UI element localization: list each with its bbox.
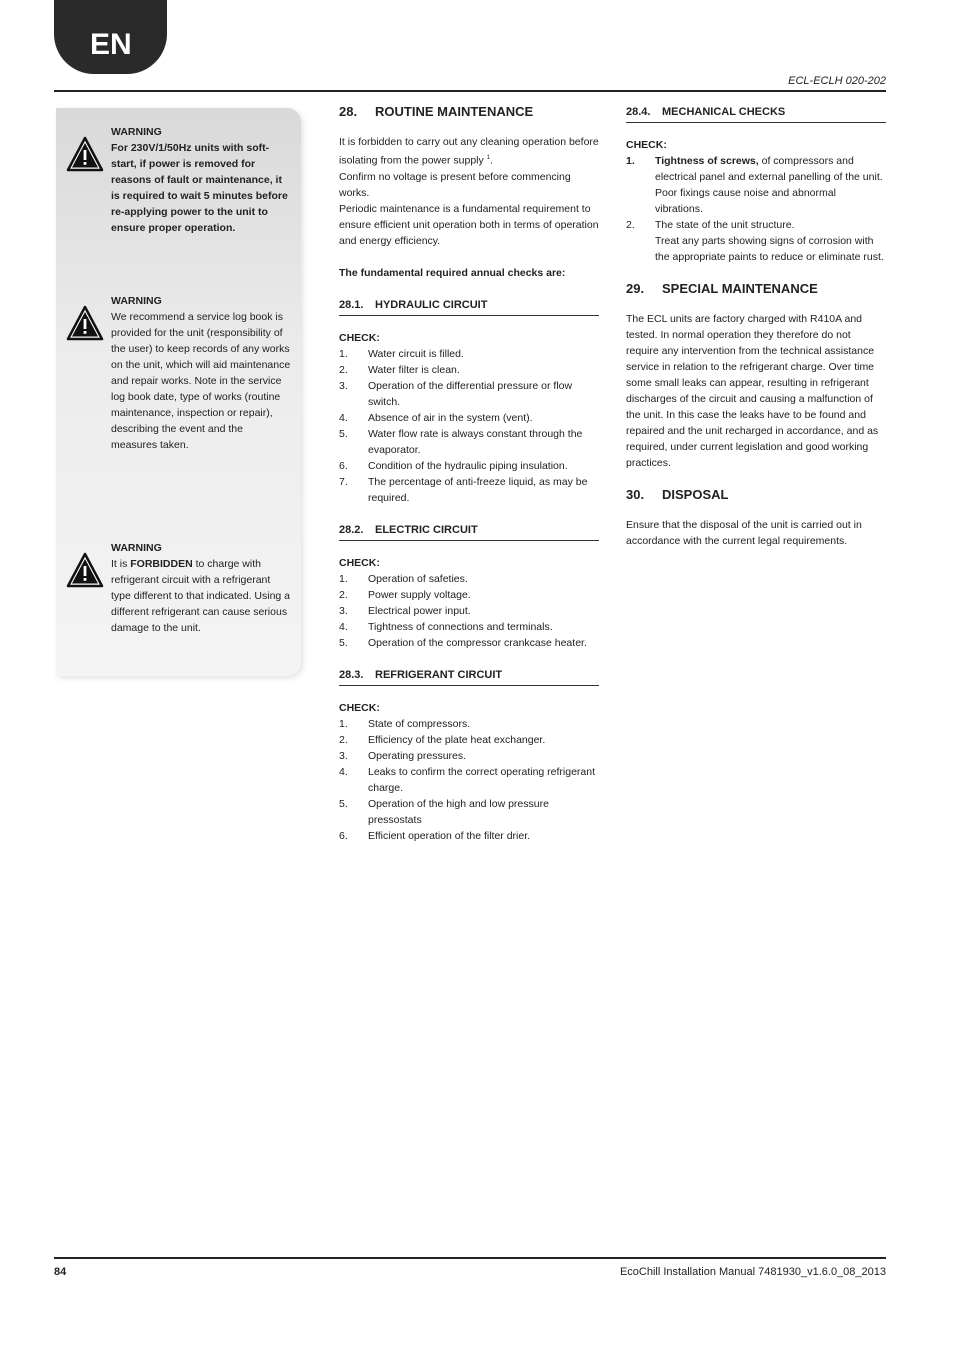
warning-text: For 230V/1/50Hz units with soft-start, if power is removed for reasons of fault or maintenance, it is required to wait 5 minutes before re-applying power to the unit to ensure proper operation.: [111, 142, 288, 234]
list-item: 4. Leaks to confirm the correct operating refrigerant charge.: [339, 765, 596, 794]
subsection-number: 28.1.: [339, 298, 364, 311]
section-heading: [626, 487, 886, 503]
paragraph: Periodic maintenance is a fundamental requirement to ensure efficient unit operation both in terms of operation and energy efficiency.: [339, 202, 599, 247]
subsection-heading: [339, 667, 599, 686]
language-code: EN: [90, 28, 132, 61]
warning-block: [66, 293, 291, 453]
list-item: 5. Operation of the high and low pressure pressostats: [339, 797, 549, 826]
warning-title: WARNING: [111, 126, 162, 138]
check-list: [339, 716, 599, 844]
check-label: CHECK:: [339, 556, 380, 569]
paragraph: [339, 134, 599, 169]
list-item: 6. Condition of the hydraulic piping insulation.: [339, 459, 568, 472]
model-name: ECL-ECLH 020-202: [788, 75, 886, 87]
subsection-number: 28.4.: [626, 106, 651, 118]
list-item: 1. Operation of safeties.: [339, 572, 468, 585]
warning-icon: [66, 552, 104, 588]
list-item: 1. State of compressors.: [339, 717, 471, 730]
list-item: 4. Absence of air in the system (vent).: [339, 411, 533, 424]
section-number: 30.: [626, 487, 645, 502]
language-tab: [54, 0, 167, 74]
section-title: SPECIAL MAINTENANCE: [662, 281, 818, 296]
check-label: CHECK:: [339, 701, 380, 714]
subsection-title: ELECTRIC CIRCUIT: [375, 523, 478, 536]
subsection-number: 28.2.: [339, 523, 364, 536]
paragraph: Ensure that the disposal of the unit is carried out in accordance with the current legal requirements.: [626, 519, 862, 547]
paragraph-end: .: [490, 154, 493, 167]
footnote-ref: 1: [486, 155, 491, 161]
list-item: 2. The state of the unit structure. Treat any parts showing signs of corrosion with the appropriate paints to reduce or eliminate rust.: [626, 219, 884, 263]
warning-text-strong: FORBIDDEN: [130, 558, 193, 570]
warning-block: [66, 124, 291, 236]
paragraph: The ECL units are factory charged with R410A and tested. In normal operation they therefore do not require any intervention from the technical assistance service in relation to the refrigerant charge. Over time some small leaks can appear, resulting in refrigerant discharges of the circuit and causing a malfunction of the unit. In this case the leaks have to be found and repaired and the unit recharged in accordance, and as required, under current legislation and good working practices.: [626, 313, 879, 469]
section-number: 28.: [339, 104, 358, 119]
list-item: 3. Operating pressures.: [339, 749, 467, 762]
list-item: 5. Operation of the compressor crankcase heater.: [339, 636, 587, 649]
list-item: 2. Water filter is clean.: [339, 363, 460, 376]
subsection-heading: [339, 522, 599, 541]
check-list: [339, 571, 599, 651]
check-list: [626, 153, 886, 265]
section-title: DISPOSAL: [662, 487, 729, 502]
warning-text-pre: It is: [111, 558, 131, 570]
check-list: [339, 346, 599, 506]
list-item: 5. Water flow rate is always constant through the evaporator.: [339, 427, 583, 456]
warning-text-post: to charge with refrigerant circuit with a refrigerant type different to that indicated. Using a different refrigerant can cause serious damage to the unit.: [111, 558, 291, 634]
warning-icon: [66, 305, 104, 341]
subsection-number: 28.3.: [339, 668, 364, 681]
subsection-title: HYDRAULIC CIRCUIT: [375, 298, 488, 311]
warnings-sidebar: [56, 108, 301, 676]
subsection-heading: [626, 104, 886, 123]
warning-title: WARNING: [111, 542, 162, 554]
warning-title: WARNING: [111, 295, 162, 307]
list-item: 3. Electrical power input.: [339, 604, 471, 617]
subsection-title: MECHANICAL CHECKS: [662, 106, 786, 118]
check-label: CHECK:: [626, 139, 667, 151]
list-item: 3. Operation of the differential pressure or flow switch.: [339, 379, 573, 408]
warning-block: [66, 540, 291, 636]
warning-icon: [66, 136, 104, 172]
section-number: 29.: [626, 281, 645, 296]
section-heading: [339, 104, 599, 120]
footer-rule: [54, 1257, 886, 1259]
header-rule: [54, 90, 886, 92]
column-middle: [339, 104, 599, 844]
paragraph-text: It is forbidden to carry out any cleaning operation before isolating from the power supply: [339, 136, 599, 167]
check-label: CHECK:: [339, 331, 380, 344]
footer-doc-title: EcoChill Installation Manual 7481930_v1.6.0_08_2013: [619, 1266, 886, 1278]
warning-text: [111, 556, 291, 636]
list-item: 4. Tightness of connections and terminals.: [339, 620, 553, 633]
list-item: 1. Tightness of screws, of compressors and electrical panel and external panelling of the unit. Poor fixings cause noise and abnormal vibrations.: [626, 155, 883, 215]
warning-text: We recommend a service log book is provided for the unit (responsibility of the user) to keep records of any works on the unit, which will aid maintenance and repair works. Note in the service log book date, type of works (routine maintenance, inspection or repair), describing the event and the measures taken.: [111, 311, 291, 451]
list-item: 2. Power supply voltage.: [339, 588, 471, 601]
list-item: 1. Water circuit is filled.: [339, 347, 464, 360]
paragraph: The fundamental required annual checks are:: [339, 266, 566, 279]
list-item: 6. Efficient operation of the filter drier.: [339, 829, 531, 842]
paragraph: Confirm no voltage is present before commencing works.: [339, 170, 571, 199]
section-title: ROUTINE MAINTENANCE: [375, 104, 534, 119]
section-heading: [626, 281, 886, 297]
column-right: [626, 104, 886, 549]
subsection-title: REFRIGERANT CIRCUIT: [375, 668, 503, 681]
list-item: 7. The percentage of anti-freeze liquid, as may be required.: [339, 475, 588, 504]
list-item: 2. Efficiency of the plate heat exchanger.: [339, 733, 546, 746]
subsection-heading: [339, 297, 599, 316]
page-number: 84: [54, 1266, 67, 1278]
